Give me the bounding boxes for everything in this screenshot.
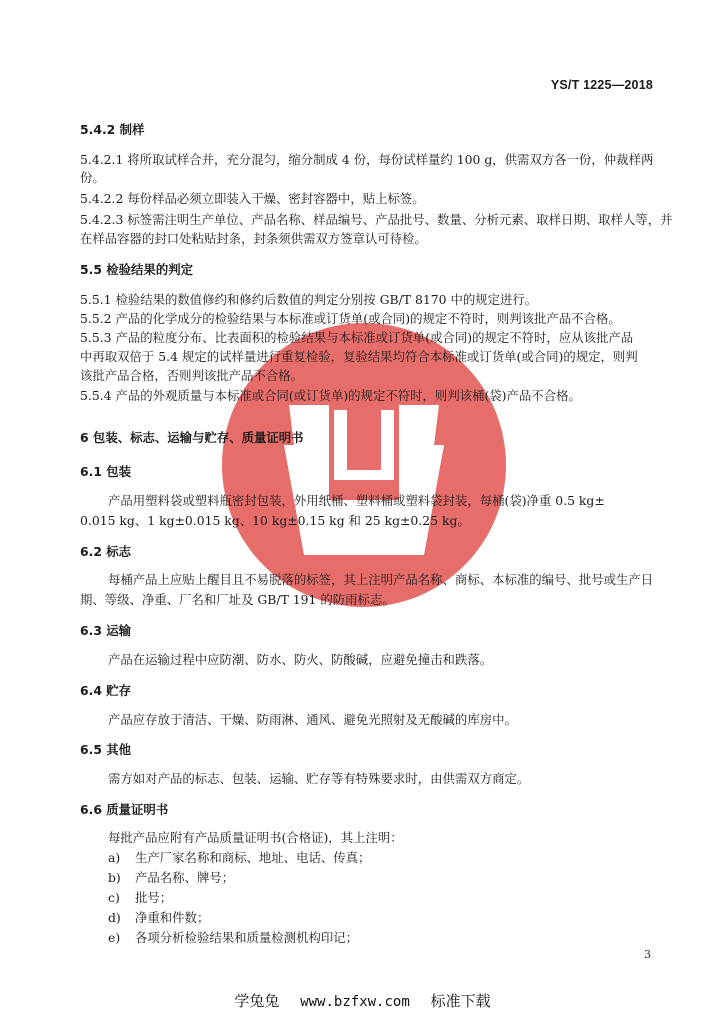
section-5-5-title: 5.5 检验结果的判定 [80,262,193,277]
list-item [108,849,678,867]
section-6-6-title: 6.6 质量证明书 [80,802,169,817]
list-item-text: 产品名称、牌号； [135,870,235,885]
clause-5-5-3-line1: 5.5.3 产品的粒度分布、比表面积的检验结果与本标准或订货单(或合同)的规定不符时，应从该批产品 [80,330,634,345]
clause-5-5-3-line2: 中再取双倍于 5.4 规定的试样量进行重复检验，复验结果均符合本标准或订货单(或合同)的规定，则判 [80,349,638,364]
section-6-6-line1: 每批产品应附有产品质量证明书(合格证)，其上注明： [108,830,403,845]
footer-slogan: 标准下载 [430,992,491,1010]
page-number: 3 [644,948,651,961]
section-6-1-line2: 0.015 kg、1 kg±0.015 kg、10 kg±0.15 kg 和 25 kg±0.25 kg。 [80,513,470,528]
list-item-label: a) [108,850,121,865]
clause-5-4-2-1-line1: 5.4.2.1 将所取试样合并，充分混匀，缩分制成 4 份，每份试样量约 100 g，供需双方各一份，仲裁样两 [80,152,654,167]
clause-5-4-2-1-line2: 份。 [80,170,105,185]
section-6-5-title: 6.5 其他 [80,742,132,757]
list-item [108,909,678,927]
footer-banner [0,990,725,1011]
list-item [108,929,678,947]
list-item-label: d) [108,910,121,925]
section-6-5-line1: 需方如对产品的标志、包装、运输、贮存等有特殊要求时，由供需双方商定。 [108,771,530,786]
standard-code: YS/T 1225—2018 [550,78,653,92]
footer-url-link[interactable]: www.bzfxw.com [300,994,410,1010]
section-6-2-line1: 每桶产品上应贴上醒目且不易脱落的标签，其上注明产品名称、商标、本标准的编号、批号或生产日 [108,572,654,587]
section-6-4-title: 6.4 贮存 [80,683,132,698]
list-item [108,869,678,887]
clause-5-5-2: 5.5.2 产品的化学成分的检验结果与本标准或订货单(或合同)的规定不符时，则判该批产品不合格。 [80,311,621,326]
list-item-text: 净重和件数； [135,910,210,925]
section-6-2-line2: 期、等级、净重、厂名和厂址及 GB/T 191 的防雨标志。 [80,592,395,607]
list-item-text: 批号； [135,890,173,905]
section-6-1-line1: 产品用塑料袋或塑料瓶密封包装，外用纸桶、塑料桶或塑料袋封装，每桶(袋)净重 0.5 kg± [108,493,605,508]
section-6-2-title: 6.2 标志 [80,544,132,559]
list-item-label: e) [108,930,121,945]
section-5-4-2-title: 5.4.2 制样 [80,122,145,137]
list-item-label: b) [108,870,121,885]
section-6-1-title: 6.1 包装 [80,464,132,479]
clause-5-5-4: 5.5.4 产品的外观质量与本标准或合同(或订货单)的规定不符时，则判该桶(袋)产品不合格。 [80,388,581,403]
clause-5-4-2-3-line2: 在样品容器的封口处粘贴封条，封条须供需双方签章认可待检。 [80,231,427,246]
clause-5-4-2-2: 5.4.2.2 每份样品必须立即装入干燥、密封容器中，贴上标签。 [80,191,425,206]
footer-site-name: 学兔兔 [234,992,280,1010]
list-item-text: 各项分析检验结果和质量检测机构印记； [135,930,359,945]
list-item-label: c) [108,890,120,905]
section-6-4-line1: 产品应存放于清洁、干燥、防雨淋、通风、避免光照射及无酸碱的库房中。 [108,712,517,727]
section-6-3-title: 6.3 运输 [80,623,132,638]
list-item [108,889,678,907]
section-6-title: 6 包装、标志、运输与贮存、质量证明书 [80,430,304,445]
clause-5-5-1: 5.5.1 检验结果的数值修约和修约后数值的判定分别按 GB/T 8170 中的规定进行。 [80,292,538,307]
clause-5-5-3-line3: 该批产品合格，否则判该批产品不合格。 [80,368,304,383]
clause-5-4-2-3-line1: 5.4.2.3 标签需注明生产单位、产品名称、样品编号、产品批号、数量、分析元素、取样日期、取样人等，并 [80,212,673,227]
section-6-3-line1: 产品在运输过程中应防潮、防水、防火、防酸碱，应避免撞击和跌落。 [108,652,493,667]
list-item-text: 生产厂家名称和商标、地址、电话、传真； [135,850,371,865]
